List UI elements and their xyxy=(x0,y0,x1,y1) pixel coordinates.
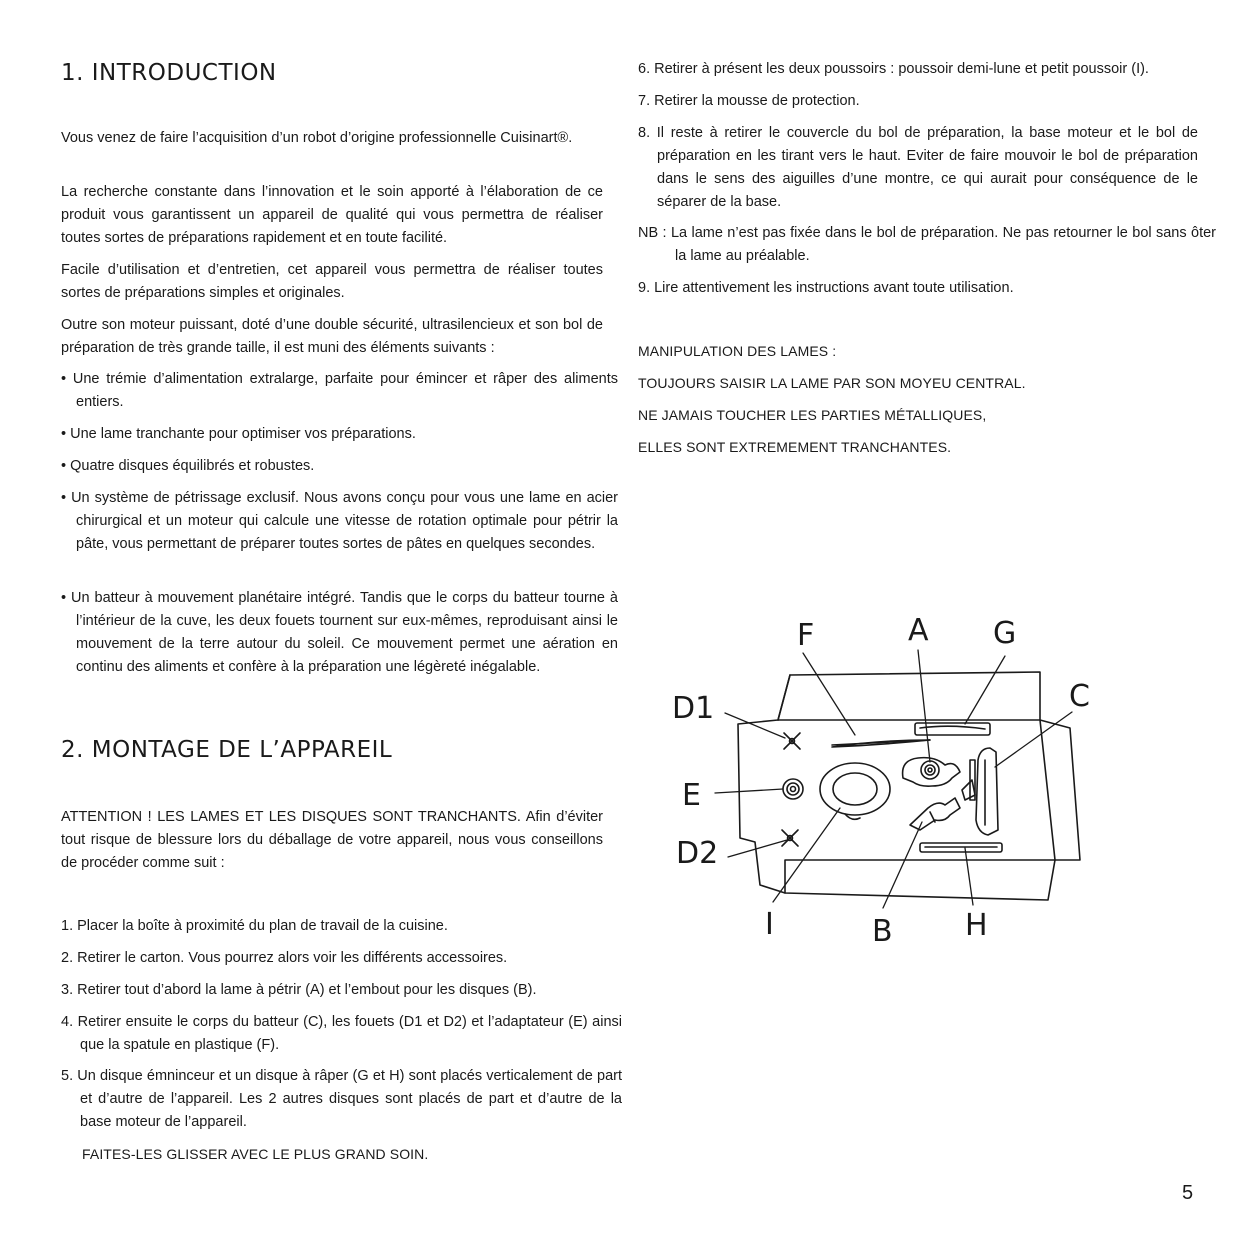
intro-paragraph: Facile d’utilisation et d’entretien, cet appareil vous permettra de réaliser toutes sortes de préparations simples et originales. xyxy=(61,262,603,301)
leader-lines xyxy=(715,650,1072,908)
label-h: H xyxy=(965,908,988,943)
blades-line: ELLES SONT EXTREMEMENT TRANCHANTES. xyxy=(638,439,952,455)
montage-step: 3. Retirer tout d’abord la lame à pétrir (A) et l’embout pour les disques (B). xyxy=(61,982,537,998)
montage-step: 7. Retirer la mousse de protection. xyxy=(638,93,860,109)
label-b: B xyxy=(872,914,893,949)
adapter-part xyxy=(783,779,803,799)
label-i: I xyxy=(765,907,774,942)
whisk-d1-part xyxy=(784,733,800,749)
box-outline xyxy=(738,672,1080,900)
montage-warning: ATTENTION ! LES LAMES ET LES DISQUES SONT TRANCHANTS. Afin d’éviter tout risque de blessure lors du déballage de votre appareil, nous vous conseillons de procéder comme suit : xyxy=(61,809,603,871)
montage-step: 4. Retirer ensuite le corps du batteur (C), les fouets (D1 et D2) et l’adaptateur (E) ainsi que la spatule en plastique (F). xyxy=(61,1014,622,1053)
intro-paragraph: Outre son moteur puissant, doté d’une double sécurité, ultrasilencieux et son bol de préparation de très grande taille, il est muni des éléments suivants : xyxy=(61,317,603,356)
packaging-diagram xyxy=(660,600,1100,950)
pusher-part xyxy=(820,763,890,819)
intro-paragraph: Vous venez de faire l’acquisition d’un robot d’origine professionnelle Cuisinart®. xyxy=(61,130,573,146)
intro-heading: 1. INTRODUCTION xyxy=(61,60,277,86)
feature-bullet: • Un système de pétrissage exclusif. Nous avons conçu pour vous une lame en acier chirurgical et un moteur qui calcule une vitesse de rotation optimale pour pétrir la pâte, vous permettant de préparer toutes sortes de pâtes en quelques secondes. xyxy=(61,490,618,552)
label-f: F xyxy=(797,618,815,653)
feature-bullet: • Une trémie d’alimentation extralarge, parfaite pour émincer et râper des aliments entiers. xyxy=(61,371,618,410)
blades-title: MANIPULATION DES LAMES : xyxy=(638,343,837,359)
page-number: 5 xyxy=(1182,1182,1194,1204)
montage-caution: FAITES-LES GLISSER AVEC LE PLUS GRAND SOIN. xyxy=(82,1146,429,1162)
spatula-part xyxy=(832,740,930,747)
montage-step: 6. Retirer à présent les deux poussoirs : poussoir demi-lune et petit poussoir (I). xyxy=(638,61,1149,77)
feature-bullet: • Quatre disques équilibrés et robustes. xyxy=(61,458,315,474)
label-e: E xyxy=(682,778,701,813)
label-d2: D2 xyxy=(676,836,719,871)
label-a: A xyxy=(908,613,929,648)
montage-heading: 2. MONTAGE DE L’APPAREIL xyxy=(61,737,393,763)
montage-step: 1. Placer la boîte à proximité du plan de travail de la cuisine. xyxy=(61,918,448,934)
blades-line: NE JAMAIS TOUCHER LES PARTIES MÉTALLIQUES, xyxy=(638,407,987,423)
nb-note: NB : La lame n’est pas fixée dans le bol de préparation. Ne pas retourner le bol sans ôter la lame au préalable. xyxy=(638,225,1216,264)
montage-step: 8. Il reste à retirer le couvercle du bol de préparation, la base moteur et le bol de préparation en les tirant vers le haut. Eviter de faire mouvoir le bol de préparation dans le sens des aiguilles d’une montre, ce qui aurait pour conséquence de le séparer de la base. xyxy=(638,125,1198,210)
disc-stem-part xyxy=(910,798,960,830)
label-d1: D1 xyxy=(672,691,715,726)
feature-bullet: • Un batteur à mouvement planétaire intégré. Tandis que le corps du batteur tourne à l’intérieur de la cuve, les deux fouets tournent sur eux-mêmes, reproduisant ainsi le mouvement de la terre autour du soleil. Ce mouvement permet une aération en continu des aliments et confère à la préparation une légèreté inégalable. xyxy=(61,590,618,675)
kneading-blade-part xyxy=(903,758,960,787)
feature-bullet: • Une lame tranchante pour optimiser vos préparations. xyxy=(61,426,416,442)
montage-step: 9. Lire attentivement les instructions avant toute utilisation. xyxy=(638,280,1014,296)
whisk-d2-part xyxy=(782,830,798,846)
label-c: C xyxy=(1069,679,1090,714)
intro-paragraph: La recherche constante dans l’innovation et le soin apporté à l’élaboration de ce produit vous garantissent un appareil de qualité qui vous permettra de réaliser toutes sortes de préparations rapidement et en toute facilité. xyxy=(61,184,603,246)
label-g: G xyxy=(993,616,1017,651)
montage-step: 2. Retirer le carton. Vous pourrez alors voir les différents accessoires. xyxy=(61,950,508,966)
blades-line: TOUJOURS SAISIR LA LAME PAR SON MOYEU CENTRAL. xyxy=(638,375,1026,391)
disc-h-part xyxy=(920,843,1002,852)
beater-body-part xyxy=(962,748,998,835)
montage-step: 5. Un disque émninceur et un disque à râper (G et H) sont placés verticalement de part et d’autre de l’appareil. Les 2 autres disques sont placés de part et d’autre de la base moteur de l’appareil. xyxy=(61,1068,622,1130)
